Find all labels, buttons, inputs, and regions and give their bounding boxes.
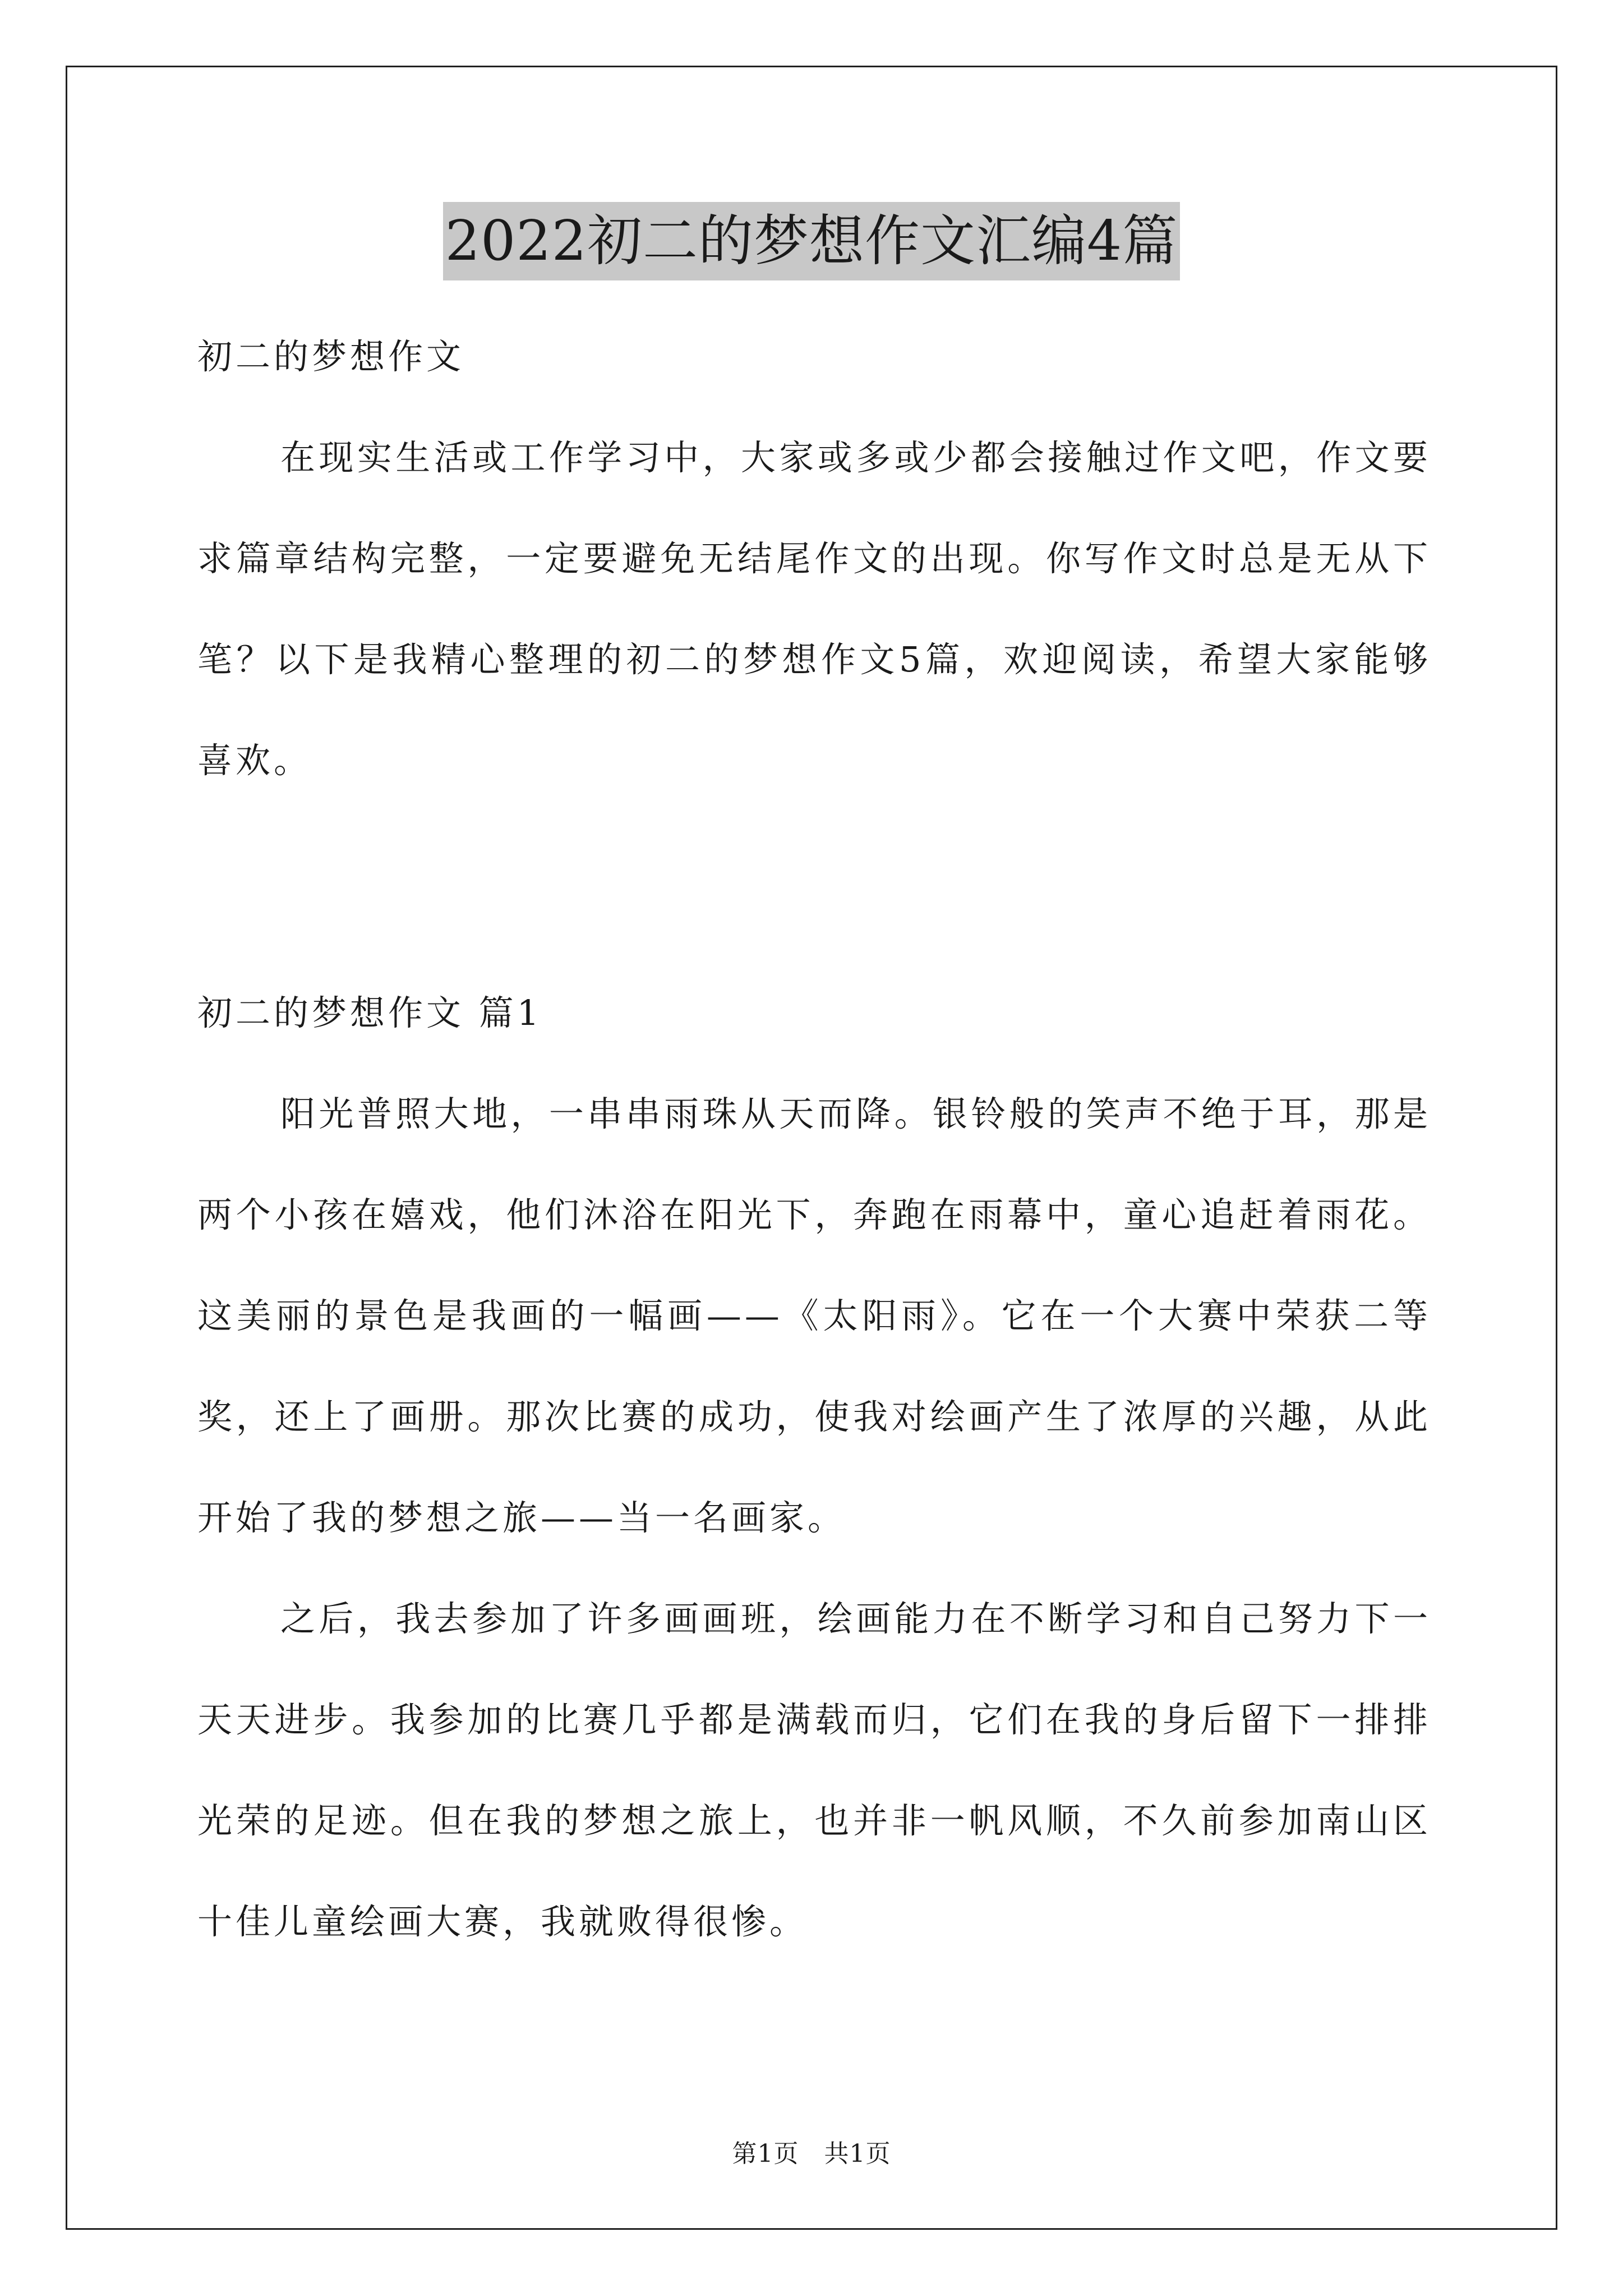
- essay1-paragraph: 之后，我去参加了许多画画班，绘画能力在不断学习和自己努力下一天天进步。我参加的比赛几乎都是满载而归，它们在我的身后留下一排排光荣的足迹。但在我的梦想之旅上，也并非一帆风顺，不久前参加南山区十佳儿童绘画大赛，我就败得很惨。: [197, 1598, 1431, 1942]
- document-title: [0, 202, 1623, 280]
- document-title-text: 2022初二的梦想作文汇编4篇: [443, 202, 1181, 280]
- essay1-paragraph: 阳光普照大地，一串串雨珠从天而降。银铃般的笑声不绝于耳，那是两个小孩在嬉戏，他们沐浴在阳光下，奔跑在雨幕中，童心追赶着雨花。这美丽的景色是我画的一幅画——《太阳雨》。它在一个大赛中荣获二等奖，还上了画册。那次比赛的成功，使我对绘画产生了浓厚的兴趣，从此开始了我的梦想之旅——当一名画家。: [197, 1093, 1431, 1538]
- page-footer: [0, 2137, 1623, 2171]
- essay1-heading: 初二的梦想作文 篇1: [197, 992, 543, 1033]
- intro-section: [197, 306, 1431, 811]
- essay1-section: [197, 963, 1431, 1972]
- intro-paragraph: 在现实生活或工作学习中，大家或多或少都会接触过作文吧，作文要求篇章结构完整，一定要避免无结尾作文的出现。你写作文时总是无从下笔？以下是我精心整理的初二的梦想作文5篇，欢迎阅读，希望大家能够喜欢。: [197, 437, 1431, 781]
- page-number-label: 第1页 共1页: [732, 2139, 891, 2168]
- intro-heading: 初二的梦想作文: [197, 336, 465, 377]
